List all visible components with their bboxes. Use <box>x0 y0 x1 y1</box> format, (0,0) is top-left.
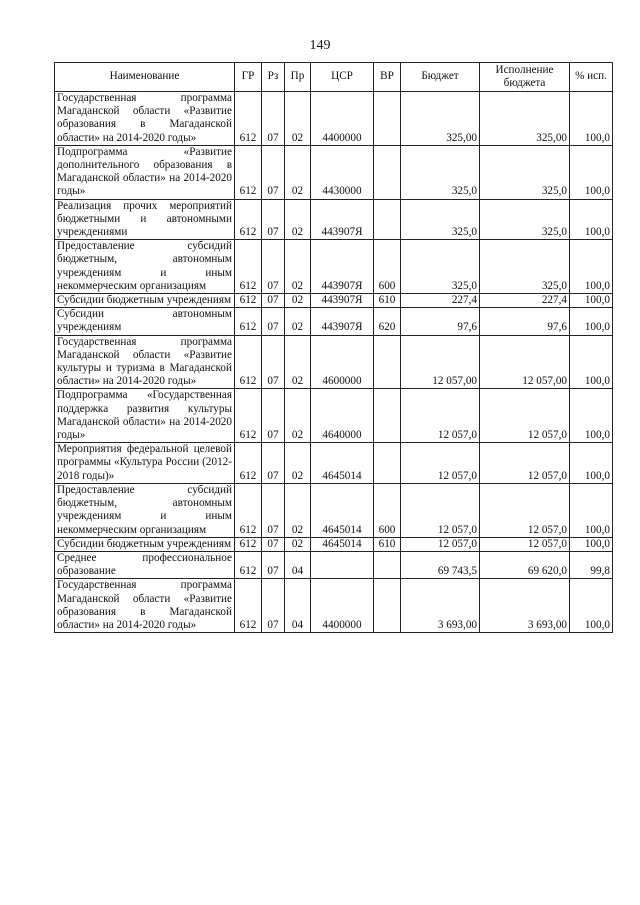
cell-rz: 07 <box>262 579 285 633</box>
cell-rz: 07 <box>262 537 285 551</box>
cell-vr: 600 <box>374 483 401 537</box>
cell-percent: 100,0 <box>570 294 613 308</box>
cell-vr <box>374 199 401 240</box>
cell-budget: 12 057,0 <box>401 537 480 551</box>
table-row <box>55 92 613 146</box>
cell-vr <box>374 145 401 199</box>
table-row <box>55 389 613 443</box>
cell-name: Предоставление субсидий бюджетным, автономным учреждениям и иным некоммерческим организациям <box>55 240 235 294</box>
page-number: 149 <box>309 38 331 53</box>
cell-gr: 612 <box>235 335 262 389</box>
cell-gr: 612 <box>235 240 262 294</box>
cell-csr: 4600000 <box>311 335 374 389</box>
cell-pr: 02 <box>285 308 311 335</box>
cell-gr: 612 <box>235 443 262 484</box>
cell-rz: 07 <box>262 199 285 240</box>
cell-percent: 100,0 <box>570 240 613 294</box>
cell-gr: 612 <box>235 308 262 335</box>
cell-gr: 612 <box>235 389 262 443</box>
cell-name: Государственная программа Магаданской области «Развитие образования в Магаданской области» на 2014-2020 годы» <box>55 579 235 633</box>
header-csr: ЦСР <box>311 63 374 92</box>
cell-csr: 4640000 <box>311 389 374 443</box>
table-row <box>55 443 613 484</box>
cell-name: Государственная программа Магаданской области «Развитие образования в Магаданской области» на 2014-2020 годы» <box>55 92 235 146</box>
cell-vr <box>374 92 401 146</box>
header-execution: Исполнение бюджета <box>480 63 570 92</box>
header-rz: Рз <box>262 63 285 92</box>
cell-gr: 612 <box>235 483 262 537</box>
cell-rz: 07 <box>262 92 285 146</box>
cell-percent: 100,0 <box>570 537 613 551</box>
cell-pr: 02 <box>285 483 311 537</box>
cell-rz: 07 <box>262 551 285 578</box>
cell-name: Подпрограмма «Государственная поддержка развития культуры Магаданской области» на 2014-2020 годы» <box>55 389 235 443</box>
cell-execution: 12 057,0 <box>480 537 570 551</box>
cell-gr: 612 <box>235 551 262 578</box>
cell-execution: 97,6 <box>480 308 570 335</box>
table-header-row <box>55 63 613 92</box>
budget-table <box>54 62 613 633</box>
cell-budget: 97,6 <box>401 308 480 335</box>
table-row <box>55 199 613 240</box>
cell-pr: 02 <box>285 199 311 240</box>
cell-name: Субсидии автономным учреждениям <box>55 308 235 335</box>
cell-pr: 04 <box>285 551 311 578</box>
cell-percent: 100,0 <box>570 483 613 537</box>
cell-execution: 12 057,0 <box>480 483 570 537</box>
cell-budget: 227,4 <box>401 294 480 308</box>
cell-csr: 443907Я <box>311 308 374 335</box>
cell-name: Подпрограмма «Развитие дополнительного образования в Магаданской области» на 2014-2020 годы» <box>55 145 235 199</box>
cell-vr <box>374 551 401 578</box>
cell-name: Мероприятия федеральной целевой программы «Культура России (2012-2018 годы)» <box>55 443 235 484</box>
table-row <box>55 294 613 308</box>
cell-name: Предоставление субсидий бюджетным, автономным учреждениям и иным некоммерческим организациям <box>55 483 235 537</box>
cell-vr <box>374 443 401 484</box>
cell-pr: 02 <box>285 389 311 443</box>
cell-vr <box>374 335 401 389</box>
cell-execution: 325,0 <box>480 145 570 199</box>
header-name: Наименование <box>55 63 235 92</box>
table-row <box>55 537 613 551</box>
table-row <box>55 335 613 389</box>
table-row <box>55 145 613 199</box>
cell-rz: 07 <box>262 308 285 335</box>
cell-csr: 4400000 <box>311 92 374 146</box>
cell-budget: 325,0 <box>401 145 480 199</box>
cell-pr: 04 <box>285 579 311 633</box>
cell-percent: 100,0 <box>570 335 613 389</box>
cell-execution: 325,00 <box>480 92 570 146</box>
cell-pr: 02 <box>285 240 311 294</box>
cell-budget: 12 057,0 <box>401 483 480 537</box>
cell-pr: 02 <box>285 92 311 146</box>
cell-rz: 07 <box>262 389 285 443</box>
cell-budget: 12 057,00 <box>401 335 480 389</box>
cell-rz: 07 <box>262 335 285 389</box>
cell-rz: 07 <box>262 240 285 294</box>
cell-name: Субсидии бюджетным учреждениям <box>55 294 235 308</box>
cell-execution: 12 057,0 <box>480 389 570 443</box>
cell-budget: 325,0 <box>401 199 480 240</box>
cell-budget: 69 743,5 <box>401 551 480 578</box>
cell-csr: 4430000 <box>311 145 374 199</box>
cell-execution: 12 057,00 <box>480 335 570 389</box>
cell-execution: 325,0 <box>480 240 570 294</box>
cell-pr: 02 <box>285 537 311 551</box>
cell-name: Реализация прочих мероприятий бюджетными и автономными учреждениями <box>55 199 235 240</box>
cell-execution: 325,0 <box>480 199 570 240</box>
table-row <box>55 308 613 335</box>
cell-percent: 100,0 <box>570 145 613 199</box>
cell-rz: 07 <box>262 145 285 199</box>
cell-csr <box>311 551 374 578</box>
cell-vr <box>374 389 401 443</box>
cell-csr: 443907Я <box>311 240 374 294</box>
cell-vr <box>374 579 401 633</box>
cell-percent: 100,0 <box>570 199 613 240</box>
cell-percent: 100,0 <box>570 443 613 484</box>
cell-gr: 612 <box>235 145 262 199</box>
table-row <box>55 579 613 633</box>
cell-rz: 07 <box>262 443 285 484</box>
cell-pr: 02 <box>285 145 311 199</box>
table-row <box>55 551 613 578</box>
cell-csr: 4645014 <box>311 483 374 537</box>
cell-vr: 600 <box>374 240 401 294</box>
cell-execution: 12 057,0 <box>480 443 570 484</box>
cell-csr: 443907Я <box>311 294 374 308</box>
header-percent: % исп. <box>570 63 613 92</box>
cell-csr: 4645014 <box>311 443 374 484</box>
header-gr: ГР <box>235 63 262 92</box>
cell-pr: 02 <box>285 294 311 308</box>
table-row <box>55 483 613 537</box>
cell-gr: 612 <box>235 294 262 308</box>
cell-percent: 100,0 <box>570 92 613 146</box>
cell-rz: 07 <box>262 294 285 308</box>
table-row <box>55 240 613 294</box>
cell-execution: 69 620,0 <box>480 551 570 578</box>
cell-name: Среднее профессиональное образование <box>55 551 235 578</box>
cell-budget: 12 057,0 <box>401 443 480 484</box>
cell-percent: 100,0 <box>570 308 613 335</box>
cell-gr: 612 <box>235 199 262 240</box>
cell-pr: 02 <box>285 443 311 484</box>
cell-vr: 610 <box>374 537 401 551</box>
cell-rz: 07 <box>262 483 285 537</box>
header-vr: ВР <box>374 63 401 92</box>
cell-vr: 620 <box>374 308 401 335</box>
cell-budget: 325,0 <box>401 240 480 294</box>
cell-name: Государственная программа Магаданской области «Развитие культуры и туризма в Магаданской области» на 2014-2020 годы» <box>55 335 235 389</box>
header-pr: Пр <box>285 63 311 92</box>
header-budget: Бюджет <box>401 63 480 92</box>
cell-budget: 12 057,0 <box>401 389 480 443</box>
cell-execution: 3 693,00 <box>480 579 570 633</box>
cell-budget: 325,00 <box>401 92 480 146</box>
cell-gr: 612 <box>235 579 262 633</box>
cell-budget: 3 693,00 <box>401 579 480 633</box>
cell-execution: 227,4 <box>480 294 570 308</box>
cell-percent: 100,0 <box>570 389 613 443</box>
cell-gr: 612 <box>235 537 262 551</box>
cell-pr: 02 <box>285 335 311 389</box>
cell-csr: 4645014 <box>311 537 374 551</box>
cell-percent: 99,8 <box>570 551 613 578</box>
cell-csr: 443907Я <box>311 199 374 240</box>
cell-percent: 100,0 <box>570 579 613 633</box>
cell-csr: 4400000 <box>311 579 374 633</box>
cell-vr: 610 <box>374 294 401 308</box>
cell-name: Субсидии бюджетным учреждениям <box>55 537 235 551</box>
cell-gr: 612 <box>235 92 262 146</box>
